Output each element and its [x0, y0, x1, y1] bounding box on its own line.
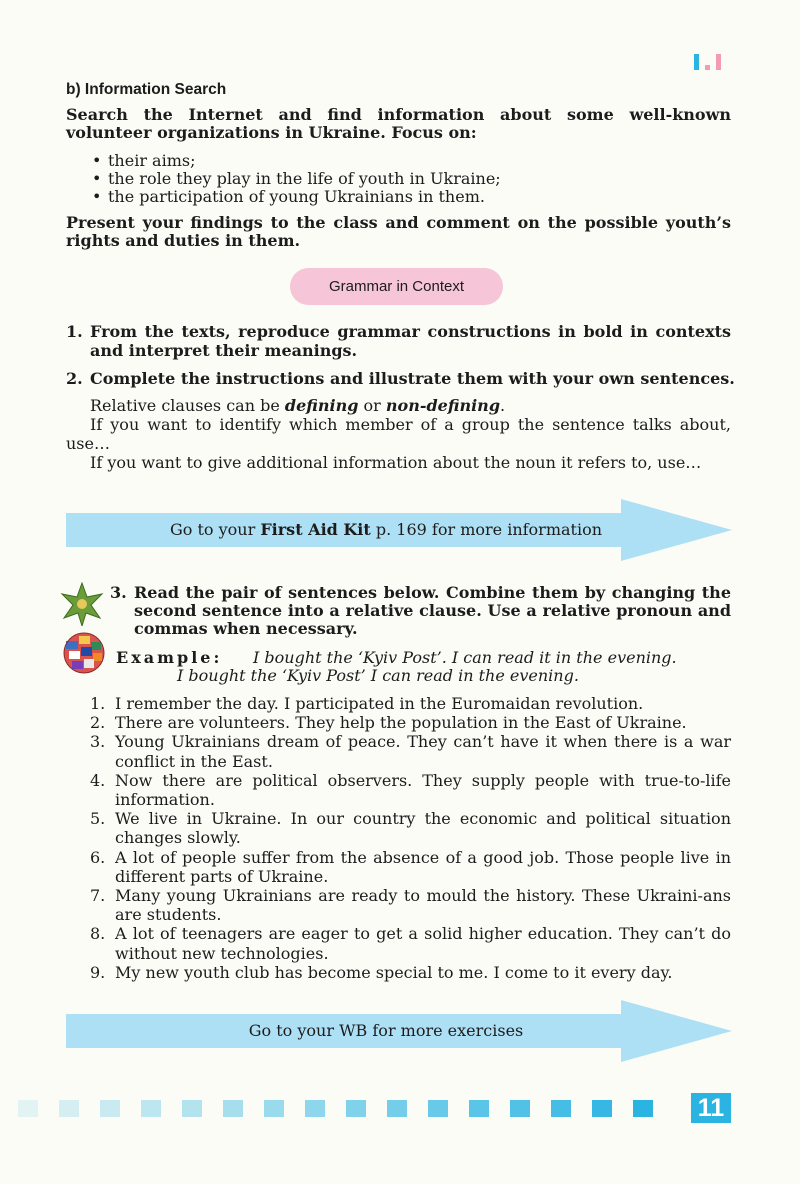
workbook-banner — [66, 1000, 732, 1062]
globe-flags-icon — [63, 632, 105, 674]
exercise-text: Now there are political observers. They supply people with true-to-life information. — [115, 770, 731, 810]
footer-square — [18, 1100, 38, 1117]
text-fragment: . — [500, 396, 506, 415]
footer-square — [264, 1100, 284, 1117]
exercise-number: 1. — [90, 694, 106, 713]
focus-item: • their aims; — [92, 152, 501, 170]
first-aid-kit-link: First Aid Kit — [260, 520, 371, 539]
exercise-item — [90, 924, 731, 962]
exercise-number: 9. — [90, 962, 106, 982]
exercise-item — [90, 963, 731, 982]
exercise-number: 5. — [90, 809, 106, 829]
exercise-item — [90, 771, 731, 809]
focus-item: • the role they play in the life of youth in Ukraine; — [92, 170, 501, 188]
task-number: 1. — [66, 322, 83, 341]
banner-text: Go to your WB for more exercises — [248, 1021, 524, 1040]
exercise-number: 2. — [90, 713, 106, 733]
first-aid-kit-banner — [66, 499, 732, 561]
footer-square — [59, 1100, 79, 1117]
task-number: 3. — [110, 583, 127, 602]
task-text: From the texts, reproduce grammar constructions in bold in contexts and interpret their meanings. — [90, 322, 731, 360]
exercise-item — [90, 713, 731, 732]
exercise-text: My new youth club has become special to me. I come to it every day. — [115, 962, 673, 982]
footer-square — [510, 1100, 530, 1117]
footer-square — [387, 1100, 407, 1117]
exercise-text: We live in Ukraine. In our country the economic and political situation changes slowly. — [115, 809, 731, 848]
footer-square — [305, 1100, 325, 1117]
footer-square — [633, 1100, 653, 1117]
footer-square — [346, 1100, 366, 1117]
text-fragment: Relative clauses can be — [90, 396, 285, 415]
star-icon — [60, 582, 104, 626]
example-sentence-2: I bought the ‘Kyiv Post’ I can read in the evening. — [177, 666, 579, 685]
task-3 — [110, 584, 731, 638]
exercise-text: A lot of people suffer from the absence of a good job. Those people live in different parts of Ukraine. — [115, 847, 731, 886]
exercise-text: Many young Ukrainians are ready to mould the history. These Ukraini-ans are students. — [115, 886, 731, 925]
section-heading: b) Information Search — [66, 81, 227, 98]
exercise-number: 3. — [90, 732, 106, 752]
exercise-text: Young Ukrainians dream of peace. They can’t have it when there is a war conflict in the East. — [115, 732, 731, 771]
present-instruction: Present your findings to the class and comment on the possible youth’s rights and duties in them. — [66, 213, 731, 250]
identify-line: If you want to identify which member of a group the sentence talks about, use… — [66, 415, 731, 453]
footer-square — [551, 1100, 571, 1117]
example-sentence-1: I bought the ‘Kyiv Post’. I can read it in the evening. — [253, 648, 677, 667]
exercise-number: 6. — [90, 847, 106, 867]
term-non-defining: non-defining — [385, 396, 500, 415]
footer-square — [592, 1100, 612, 1117]
exercise-list — [90, 694, 731, 982]
exercise-item — [90, 886, 731, 924]
exercise-text: A lot of teenagers are eager to get a solid higher education. They can’t do without new technologies. — [115, 924, 731, 963]
exercise-item — [90, 809, 731, 847]
task-2 — [66, 369, 735, 388]
exercise-item — [90, 848, 731, 886]
exercise-item — [90, 694, 731, 713]
exercise-number: 4. — [90, 770, 106, 790]
task-text: Read the pair of sentences below. Combine them by changing the second sentence into a relative clause. Use a relative pronoun and commas when necessary. — [134, 583, 731, 638]
search-instruction: Search the Internet and find information about some well-known volunteer organizations in Ukraine. Focus on: — [66, 105, 731, 142]
focus-item: • the participation of young Ukrainians in them. — [92, 188, 501, 206]
footer-square — [469, 1100, 489, 1117]
exercise-item — [90, 732, 731, 770]
example-label — [116, 649, 222, 667]
text-fragment: p. 169 for more information — [370, 520, 603, 539]
banner-text — [66, 520, 706, 539]
focus-list — [92, 152, 501, 206]
task-1 — [66, 322, 731, 360]
grammar-in-context-label: Grammar in Context — [290, 268, 503, 305]
footer-square — [100, 1100, 120, 1117]
footer-square — [141, 1100, 161, 1117]
example-label-text: Example: — [116, 648, 223, 667]
text-fragment: Go to your — [169, 520, 261, 539]
page-number: 11 — [691, 1093, 731, 1123]
exercise-text: I remember the day. I participated in the Euromaidan revolution. — [115, 694, 644, 713]
term-defining: defining — [284, 396, 359, 415]
relative-clauses-line — [90, 396, 731, 415]
task-number: 2. — [66, 369, 83, 388]
footer-square — [182, 1100, 202, 1117]
exercise-text: There are volunteers. They help the population in the East of Ukraine. — [115, 713, 687, 733]
footer-square — [223, 1100, 243, 1117]
additional-info-line: If you want to give additional information about the noun it refers to, use… — [90, 453, 702, 472]
text-fragment: or — [358, 396, 386, 415]
exercise-number: 8. — [90, 924, 106, 944]
exercise-number: 7. — [90, 886, 106, 906]
footer-square — [428, 1100, 448, 1117]
task-text: Complete the instructions and illustrate them with your own sentences. — [90, 369, 735, 388]
